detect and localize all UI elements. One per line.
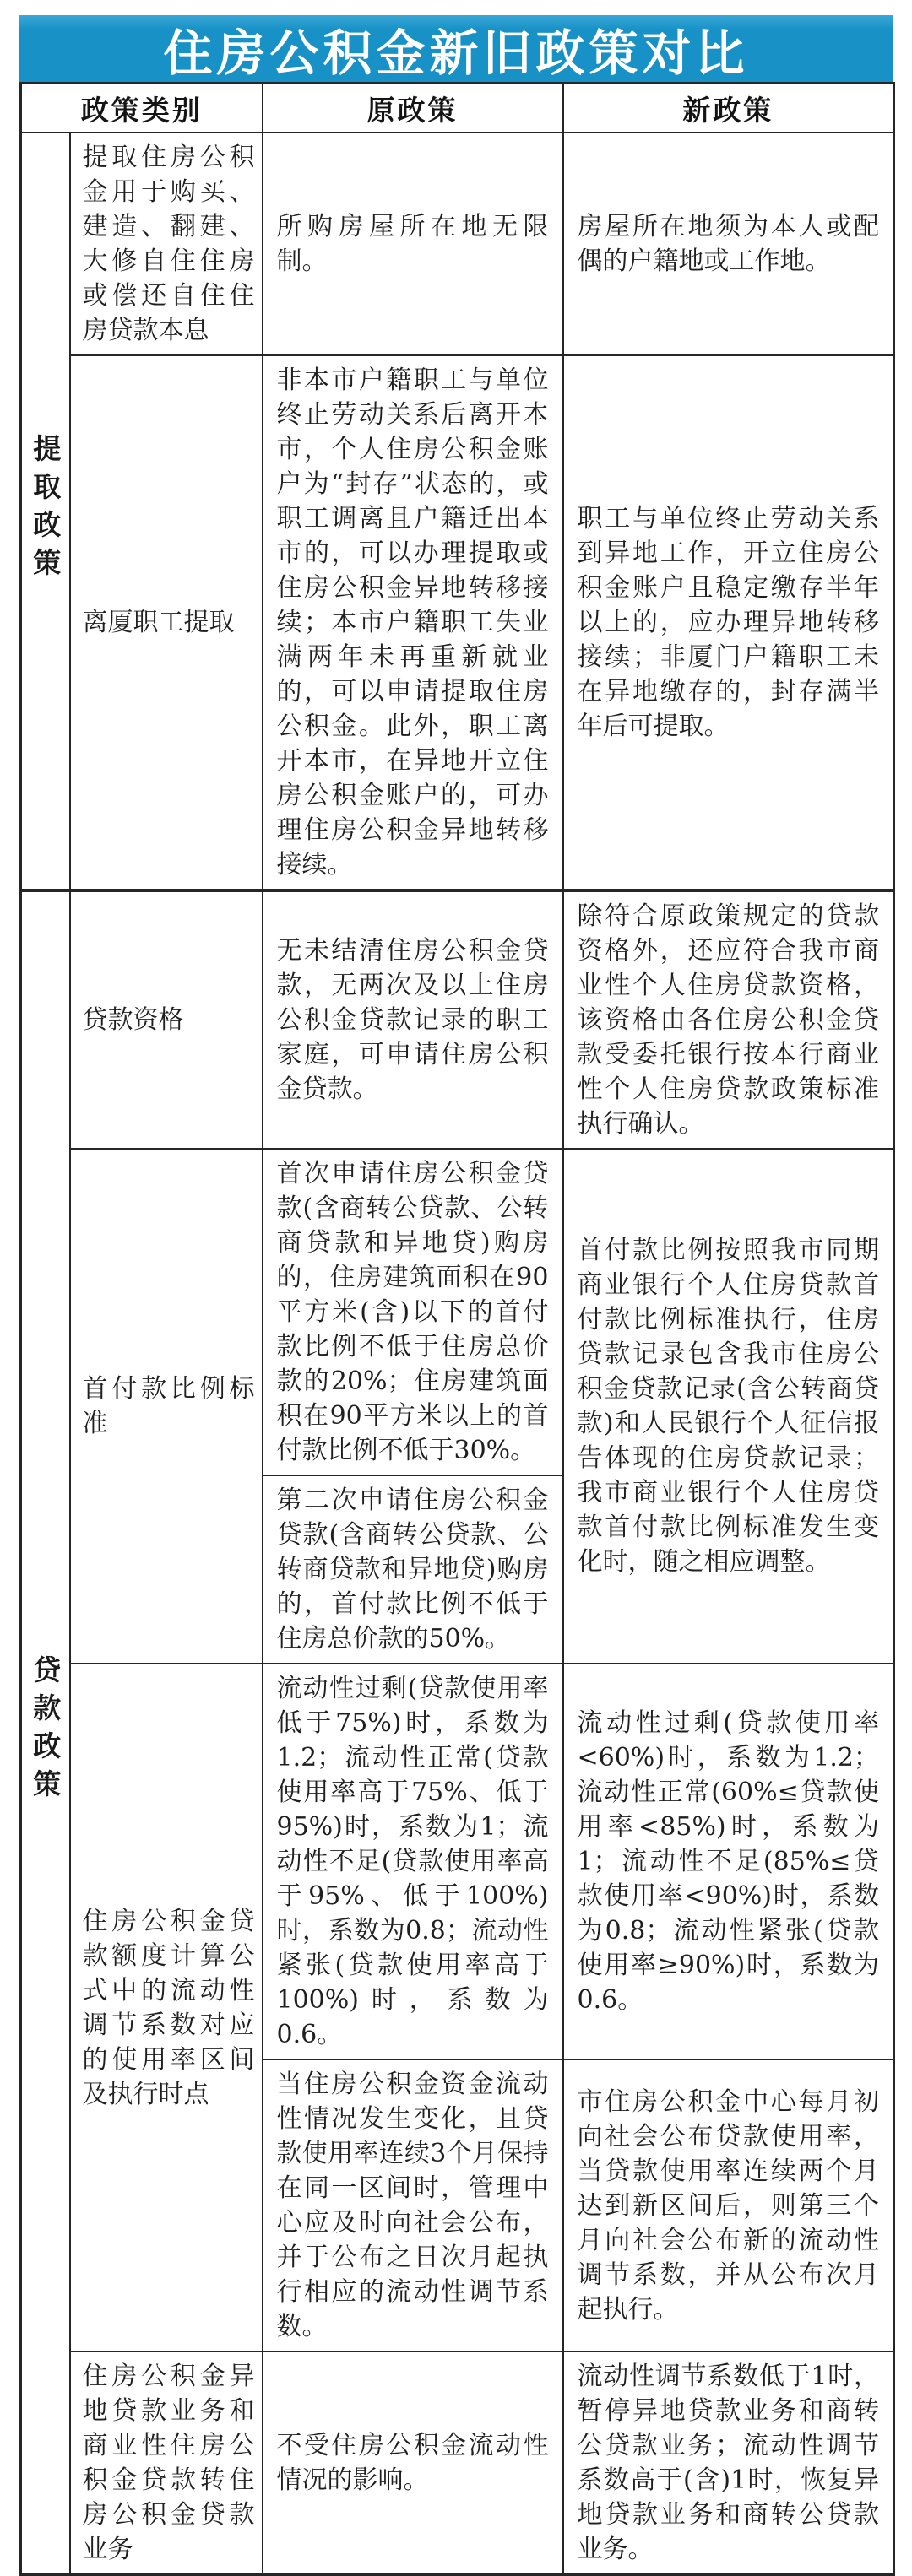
header-new-policy: 新政策 bbox=[563, 84, 894, 133]
row-liquidity-coefficient-intervals bbox=[21, 1664, 894, 2059]
new-policy-leaving-xiamen-withdrawal: 职工与单位终止劳动关系到异地工作，开立住房公积金账户且稳定缴存半年以上的，应办理异地转移接续；非厦门户籍职工未在异地缴存的，封存满半年后可提取。 bbox=[563, 355, 894, 890]
group-label-withdrawal-policy bbox=[21, 133, 70, 890]
new-policy-nonlocal-loan-business: 流动性调节系数低于1时，暂停异地贷款业务和商转公贷款业务；流动性调节系数高于(含)1时，恢复异地贷款业务和商转公贷款业务。 bbox=[563, 2351, 894, 2575]
page-title-bar bbox=[19, 15, 893, 82]
row-withdrawal-purpose bbox=[21, 133, 894, 355]
old-policy-nonlocal-loan-business: 不受住房公积金流动性情况的影响。 bbox=[263, 2351, 563, 2575]
new-policy-down-payment: 首付款比例按照我市同期商业银行个人住房贷款首付款比例标准执行，住房贷款记录包含我市住房公积金贷款记录(含公转商贷款)和人民银行个人征信报告体现的住房贷款记录；我市商业银行个人住房贷款首付款比例标准发生变化时，随之相应调整。 bbox=[563, 1149, 894, 1664]
old-policy-liquidity-intervals: 流动性过剩(贷款使用率低于75%)时，系数为1.2；流动性正常(贷款使用率高于75%、低于95%)时，系数为1；流动性不足(贷款使用率高于95%、低于100%)时，系数为0.8；流动性紧张(贷款使用率高于100%)时，系数为0.6。 bbox=[263, 1664, 563, 2059]
group-label-loan-policy bbox=[21, 890, 70, 2575]
new-policy-liquidity-timing: 市住房公积金中心每月初向社会公布贷款使用率，当贷款使用率连续两个月达到新区间后，则第三个月向社会公布新的流动性调节系数，并从公布次月起执行。 bbox=[563, 2059, 894, 2351]
old-policy-withdrawal-purpose: 所购房屋所在地无限制。 bbox=[263, 133, 563, 355]
category-nonlocal-loan-business: 住房公积金异地贷款业务和商业性住房公积金贷款转住房公积金贷款业务 bbox=[70, 2351, 263, 2575]
header-policy-category: 政策类别 bbox=[21, 84, 263, 133]
old-policy-down-payment-second-loan: 第二次申请住房公积金贷款(含商转公贷款、公转商贷款和异地贷)购房的，首付款比例不低于住房总价款的50%。 bbox=[263, 1475, 563, 1664]
old-policy-down-payment-first-loan: 首次申请住房公积金贷款(含商转公贷款、公转商贷款和异地贷)购房的，住房建筑面积在90平方米(含)以下的首付款比例不低于住房总价款的20%；住房建筑面积在90平方米以上的首付款比例不低于30%。 bbox=[263, 1149, 563, 1475]
old-policy-loan-eligibility: 无未结清住房公积金贷款，无两次及以上住房公积金贷款记录的职工家庭，可申请住房公积金贷款。 bbox=[263, 890, 563, 1149]
table-header-row bbox=[21, 84, 894, 133]
new-policy-loan-eligibility: 除符合原政策规定的贷款资格外，还应符合我市商业性个人住房贷款资格，该资格由各住房公积金贷款受委托银行按本行商业性个人住房贷款政策标准执行确认。 bbox=[563, 890, 894, 1149]
new-policy-withdrawal-purpose: 房屋所在地须为本人或配偶的户籍地或工作地。 bbox=[563, 133, 894, 355]
row-leaving-xiamen-withdrawal bbox=[21, 355, 894, 890]
old-policy-liquidity-timing: 当住房公积金资金流动性情况发生变化，且贷款使用率连续3个月保持在同一区间时，管理中心应及时向社会公布，并于公布之日次月起执行相应的流动性调节系数。 bbox=[263, 2059, 563, 2351]
category-leaving-xiamen-withdrawal: 离厦职工提取 bbox=[70, 355, 263, 890]
row-nonlocal-loan-business bbox=[21, 2351, 894, 2575]
page-title: 住房公积金新旧政策对比 bbox=[163, 25, 749, 81]
header-old-policy: 原政策 bbox=[263, 84, 563, 133]
category-liquidity-coefficient: 住房公积金贷款额度计算公式中的流动性调节系数对应的使用率区间及执行时点 bbox=[70, 1664, 263, 2351]
category-down-payment-ratio: 首付款比例标准 bbox=[70, 1149, 263, 1664]
row-loan-eligibility bbox=[21, 890, 894, 1149]
row-down-payment-first bbox=[21, 1149, 894, 1475]
group-label-withdrawal-text: 提取政策 bbox=[29, 433, 62, 586]
group-label-loan-text: 贷款政策 bbox=[29, 1655, 62, 1807]
category-withdrawal-purpose: 提取住房公积金用于购买、建造、翻建、大修自住住房或偿还自住住房贷款本息 bbox=[70, 133, 263, 355]
old-policy-leaving-xiamen-withdrawal: 非本市户籍职工与单位终止劳动关系后离开本市，个人住房公积金账户为“封存”状态的，或职工调离且户籍迁出本市的，可以办理提取或住房公积金异地转移接续；本市户籍职工失业满两年未再重新就业的，可以申请提取住房公积金。此外，职工离开本市，在异地开立住房公积金账户的，可办理住房公积金异地转移接续。 bbox=[263, 355, 563, 890]
category-loan-eligibility: 贷款资格 bbox=[70, 890, 263, 1149]
new-policy-liquidity-intervals: 流动性过剩(贷款使用率<60%)时，系数为1.2；流动性正常(60%≤贷款使用率<85%)时，系数为1；流动性不足(85%≤贷款使用率<90%)时，系数为0.8；流动性紧张(贷款使用率≥90%)时，系数为0.6。 bbox=[563, 1664, 894, 2059]
policy-comparison-table bbox=[19, 82, 895, 2576]
